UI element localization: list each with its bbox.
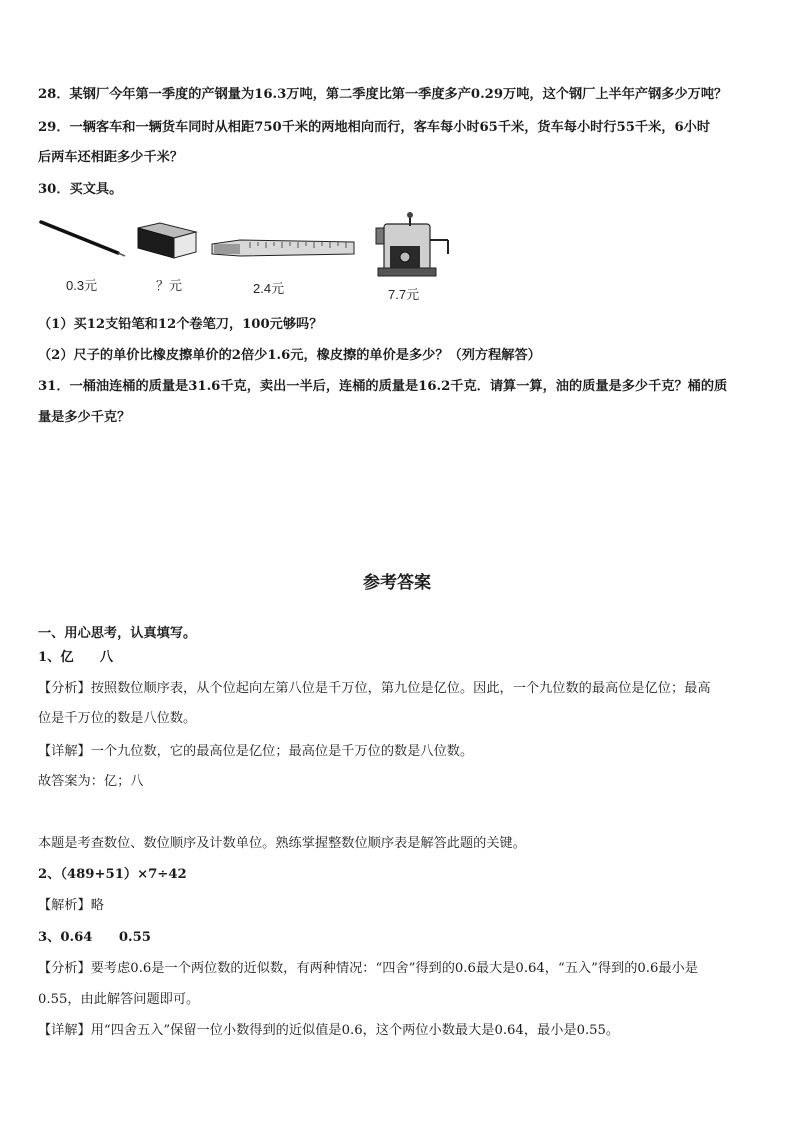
section-1-title: 一、用心思考，认真填写。: [38, 626, 197, 641]
pencil-price: 0.3元: [66, 278, 98, 293]
question-29-line2: 后两车还相距多少千米？: [38, 150, 184, 165]
answer-2-title: 2、（489+51）×7÷42: [38, 867, 187, 882]
answer-3-title: 3、0.64 0.55: [38, 930, 151, 945]
answer-3-analysis-line2: 0.55，由此解答问题即可。: [38, 992, 200, 1007]
ruler-price: 2.4元: [253, 281, 285, 296]
question-30-sub2: （2）尺子的单价比橡皮擦单价的2倍少1.6元，橡皮擦的单价是多少？（列方程解答）: [38, 348, 541, 363]
answer-1-title: 1、亿 八: [38, 650, 114, 665]
pencil-sharpener-icon: [370, 210, 452, 280]
eraser-price: ？元: [156, 278, 183, 293]
question-31-line2: 量是多少千克？: [38, 410, 131, 425]
answer-3-detail: 【详解】用“四舍五入”保留一位小数得到的近似值是0.6，这个两位小数最大是0.64，最小是0.55。: [38, 1023, 620, 1038]
answer-2-analysis: 【解析】略: [38, 898, 104, 913]
answer-1-detail: 【详解】一个九位数，它的最高位是亿位；最高位是千万位的数是八位数。: [38, 744, 474, 759]
stationery-images: [38, 210, 458, 300]
question-29-line1: 29．一辆客车和一辆货车同时从相距750千米的两地相向而行，客车每小时65千米，货车每小时行55千米，6小时: [38, 120, 711, 135]
question-28: 28．某钢厂今年第一季度的产钢量为16.3万吨，第二季度比第一季度多产0.29万吨，这个钢厂上半年产钢多少万吨？: [38, 87, 728, 102]
question-31-line1: 31．一桶油连桶的质量是31.6千克，卖出一半后，连桶的质量是16.2千克．请算一算，油的质量是多少千克？桶的质: [38, 379, 728, 394]
answer-3-analysis-line1: 【分析】要考虑0.6是一个两位数的近似数，有两种情况：“四舍”得到的0.6最大是0.64，“五入”得到的0.6最小是: [38, 961, 698, 976]
eraser-icon: [134, 222, 198, 262]
pencil-icon: [38, 218, 128, 258]
sharpener-price: 7.7元: [388, 287, 420, 302]
answer-1-note: 本题是考查数位、数位顺序及计数单位。熟练掌握整数位顺序表是解答此题的关键。: [38, 836, 526, 851]
answer-1-result: 故答案为：亿；八: [38, 774, 144, 789]
question-30: 30．买文具。: [38, 182, 123, 197]
ruler-icon: [210, 234, 356, 264]
question-30-sub1: （1）买12支铅笔和12个卷笔刀，100元够吗？: [38, 317, 323, 332]
answer-1-analysis-line2: 位是千万位的数是八位数。: [38, 711, 197, 726]
answer-1-analysis-line1: 【分析】按照数位顺序表，从个位起向左第八位是千万位，第九位是亿位。因此，一个九位数的最高位是亿位；最高: [38, 681, 711, 696]
answers-heading: 参考答案: [363, 573, 431, 593]
